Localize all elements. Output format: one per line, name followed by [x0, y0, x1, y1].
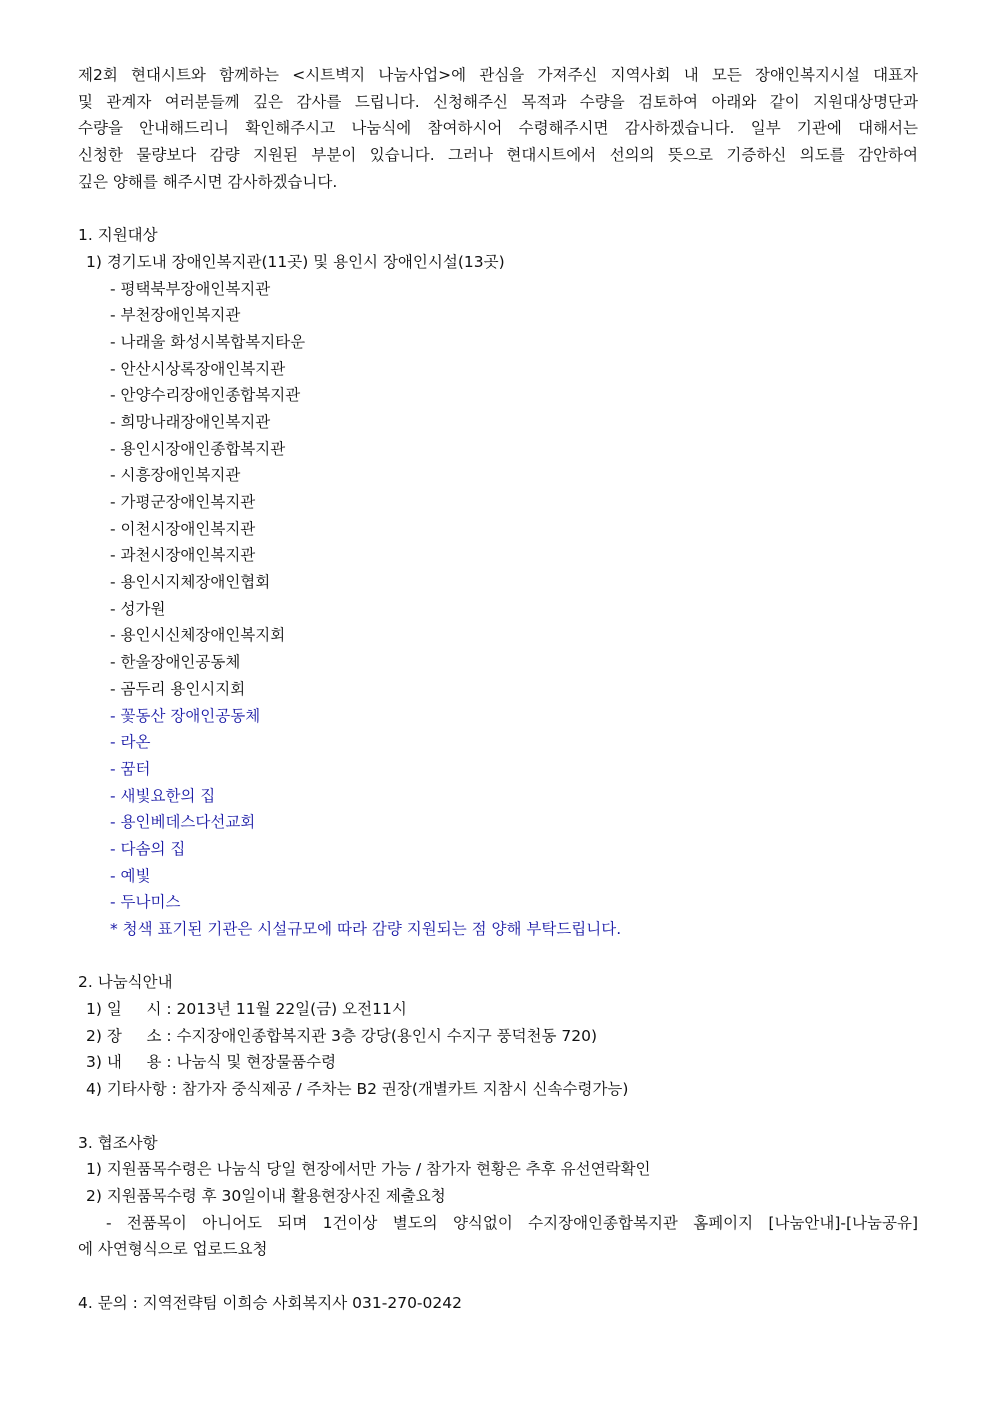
section-subheading: 1) 경기도내 장애인복지관(11곳) 및 용인시 장애인시설(13곳)	[86, 252, 505, 271]
facility-list	[78, 276, 918, 703]
cooperation-item: 1) 지원품목수령은 나눔식 당일 현장에서만 가능 / 참가자 현황은 추후 유선연락확인	[86, 1160, 651, 1179]
cooperation-detail: - 전품목이 아니어도 되며 1건이상 별도의 양식없이 수지장애인종합복지관 홈페이지 [나눔안내]-[나눔공유]	[106, 1213, 918, 1232]
facility-item: - 꿈터	[110, 759, 151, 778]
intro-line: 깊은 양해를 해주시면 감사하겠습니다.	[78, 172, 338, 191]
facility-item: - 안산시상록장애인복지관	[110, 359, 286, 378]
facility-item: - 라온	[110, 733, 151, 752]
facility-item: - 용인시지체장애인협회	[110, 573, 271, 592]
ceremony-other: 4) 기타사항 : 참가자 중식제공 / 주차는 B2 권장(개별카트 지참시 신속수령가능)	[86, 1080, 629, 1099]
facility-item: - 부천장애인복지관	[110, 306, 241, 325]
facility-item: - 성가원	[110, 599, 166, 618]
section-support-targets	[78, 222, 918, 943]
facility-item: - 시흥장애인복지관	[110, 466, 241, 485]
cooperation-item: 2) 지원품목수령 후 30일이내 활용현장사진 제출요청	[86, 1186, 446, 1205]
section-heading: 1. 지원대상	[78, 226, 158, 245]
facility-item: - 나래울 화성시복합복지타운	[110, 332, 306, 351]
reduction-note: * 청색 표기된 기관은 시설규모에 따라 감량 지원되는 점 양해 부탁드립니다.	[110, 920, 622, 938]
facility-item: - 가평군장애인복지관	[110, 493, 256, 511]
facility-item: - 새빛요한의 집	[110, 786, 216, 805]
section-heading: 3. 협조사항	[78, 1133, 158, 1152]
section-cooperation	[78, 1130, 918, 1263]
facility-item: - 한울장애인공동체	[110, 653, 241, 672]
contact-info: 4. 문의 : 지역전략팀 이희승 사회복지사 031-270-0242	[78, 1293, 462, 1312]
intro-line: 및 관계자 여러분들께 깊은 감사를 드립니다. 신청해주신 목적과 수량을 검토하여 아래와 같이 지원대상명단과	[78, 92, 918, 111]
ceremony-date: 1) 일 시 : 2013년 11월 22일(금) 오전11시	[86, 1000, 407, 1019]
facility-item: - 과천시장애인복지관	[110, 546, 256, 565]
ceremony-location: 2) 장 소 : 수지장애인종합복지관 3층 강당(용인시 수지구 풍덕천동 720)	[86, 1026, 598, 1045]
facility-list-reduced	[78, 703, 918, 917]
section-heading: 2. 나눔식안내	[78, 973, 173, 992]
facility-item: - 예빛	[110, 866, 151, 885]
facility-item: - 안양수리장애인종합복지관	[110, 386, 301, 405]
intro-line: 신청한 물량보다 감량 지원된 부분이 있습니다. 그러나 현대시트에서 선의의 뜻으로 기증하신 의도를 감안하여	[78, 146, 918, 165]
intro-line: 수량을 안내해드리니 확인해주시고 나눔식에 참여하시어 수령해주시면 감사하겠습니다. 일부 기관에 대해서는	[78, 119, 918, 138]
intro-line: 제2회 현대시트와 함께하는 <시트벽지 나눔사업>에 관심을 가져주신 지역사회 내 모든 장애인복지시설 대표자	[78, 66, 918, 84]
facility-item: - 이천시장애인복지관	[110, 519, 256, 538]
facility-item: - 꽃동산 장애인공동체	[110, 706, 261, 725]
facility-item: - 다솜의 집	[110, 839, 186, 858]
ceremony-content: 3) 내 용 : 나눔식 및 현장물품수령	[86, 1053, 337, 1072]
facility-item: - 용인시장애인종합복지관	[110, 439, 286, 458]
facility-item: - 곰두리 용인시지회	[110, 679, 246, 698]
facility-item: - 희망나래장애인복지관	[110, 412, 271, 431]
document-body	[78, 62, 918, 1316]
intro-paragraph	[78, 62, 918, 195]
cooperation-detail-cont: 에 사연형식으로 업로드요청	[78, 1240, 268, 1259]
facility-item: - 두나미스	[110, 893, 181, 912]
facility-item: - 평택북부장애인복지관	[110, 279, 271, 298]
section-ceremony-info	[78, 969, 918, 1102]
facility-item: - 용인시신체장애인복지회	[110, 626, 286, 645]
facility-item: - 용인베데스다선교회	[110, 813, 256, 832]
